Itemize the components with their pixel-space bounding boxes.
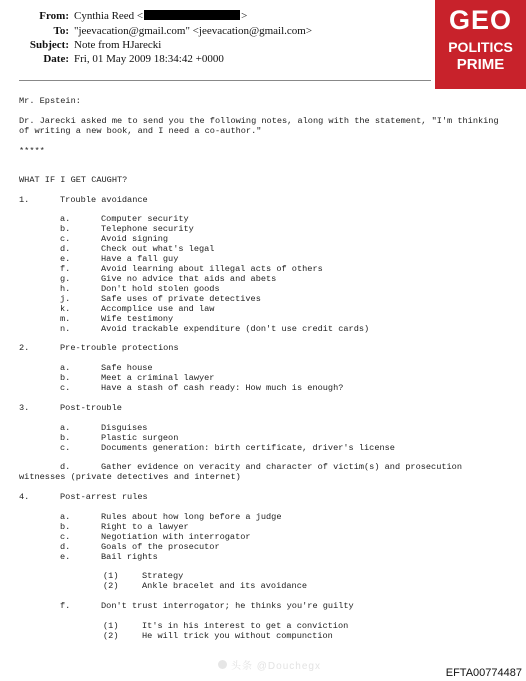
list-item-marker: a.: [60, 512, 71, 522]
sub-item-marker: (1): [103, 571, 119, 581]
list-item-marker: g.: [60, 274, 71, 284]
list-item-marker: e.: [60, 254, 71, 264]
list-item-marker: n.: [60, 324, 71, 334]
list-item-text: Have a fall guy: [101, 254, 179, 264]
list-item-marker: a.: [60, 423, 71, 433]
list-item-text: Plastic surgeon: [101, 433, 179, 443]
section-4-item-f-text: Don't trust interrogator; he thinks you're guilty: [101, 601, 354, 611]
section-3-item-d-text: Gather evidence on veracity and character of victim(s) and prosecution: [101, 462, 462, 472]
document-id: EFTA00774487: [445, 667, 522, 679]
subject-label: Subject:: [29, 39, 69, 51]
intro-line-2: of writing a new book, and I need a co-author.": [19, 126, 262, 136]
list-item-marker: b.: [60, 373, 71, 383]
section-3-title: Post-trouble: [60, 403, 122, 413]
list-item-text: Safe uses of private detectives: [101, 294, 261, 304]
list-item-marker: d.: [60, 244, 71, 254]
list-item-marker: f.: [60, 264, 71, 274]
list-item-text: Goals of the prosecutor: [101, 542, 220, 552]
intro-line-1: Dr. Jarecki asked me to send you the following notes, along with the statement, "I'm thinking: [19, 116, 499, 126]
sub-item-text: Ankle bracelet and its avoidance: [142, 581, 308, 591]
list-item-text: Rules about how long before a judge: [101, 512, 282, 522]
from-value: Cynthia Reed <: [74, 10, 144, 22]
list-item-text: Wife testimony: [101, 314, 174, 324]
geopolitics-prime-logo: [435, 0, 526, 89]
list-item-text: Right to a lawyer: [101, 522, 189, 532]
list-item-marker: b.: [60, 433, 71, 443]
list-item-text: Negotiation with interrogator: [101, 532, 251, 542]
list-item-marker: j.: [60, 294, 71, 304]
watermark-text: 头条 @Douchegx: [231, 660, 321, 672]
list-item-text: Bail rights: [101, 552, 158, 562]
list-item-text: Avoid learning about illegal acts of others: [101, 264, 323, 274]
section-2-title: Pre-trouble protections: [60, 343, 179, 353]
to-label: To:: [53, 25, 69, 37]
list-item-marker: c.: [60, 234, 71, 244]
list-item-marker: b.: [60, 522, 71, 532]
list-item-text: Computer security: [101, 214, 189, 224]
list-item-marker: h.: [60, 284, 71, 294]
salutation: Mr. Epstein:: [19, 96, 81, 106]
list-item-text: Documents generation: birth certificate, driver's license: [101, 443, 395, 453]
list-item-text: Give no advice that aids and abets: [101, 274, 277, 284]
from-close: >: [241, 10, 248, 22]
list-item-marker: a.: [60, 363, 71, 373]
subject-value: Note from HJarecki: [74, 39, 162, 51]
from-label: From:: [39, 10, 69, 22]
section-3-item-d-letter: d.: [60, 462, 71, 472]
list-item-text: Accomplice use and law: [101, 304, 215, 314]
header-divider: [19, 80, 431, 81]
sub-item-text: He will trick you without compunction: [142, 631, 333, 641]
watermark: [218, 658, 328, 670]
watermark-icon: [218, 660, 227, 669]
section-1-title: Trouble avoidance: [60, 195, 148, 205]
list-item-marker: e.: [60, 552, 71, 562]
list-item-text: Safe house: [101, 363, 153, 373]
list-item-marker: c.: [60, 383, 71, 393]
section-3-item-d-cont: witnesses (private detectives and internet): [19, 472, 241, 482]
sub-item-marker: (1): [103, 621, 119, 631]
list-item-text: Meet a criminal lawyer: [101, 373, 215, 383]
list-item-text: Don't hold stolen goods: [101, 284, 220, 294]
logo-line-3: PRIME: [456, 56, 505, 73]
list-item-marker: c.: [60, 443, 71, 453]
logo-line-2: POLITICS: [448, 39, 513, 55]
list-item-marker: d.: [60, 542, 71, 552]
section-heading: WHAT IF I GET CAUGHT?: [19, 175, 128, 185]
sub-item-marker: (2): [103, 581, 119, 591]
list-item-text: Disguises: [101, 423, 148, 433]
section-4-number: 4.: [19, 492, 30, 502]
list-item-text: Avoid signing: [101, 234, 169, 244]
list-item-text: Avoid trackable expenditure (don't use credit cards): [101, 324, 370, 334]
sub-item-marker: (2): [103, 631, 119, 641]
list-item-text: Check out what's legal: [101, 244, 215, 254]
list-item-marker: a.: [60, 214, 71, 224]
logo-line-1: GEO: [448, 5, 512, 35]
sub-item-text: It's in his interest to get a conviction: [142, 621, 349, 631]
redaction-bar: [144, 10, 240, 20]
section-4-title: Post-arrest rules: [60, 492, 148, 502]
date-label: Date:: [43, 53, 69, 65]
list-item-marker: m.: [60, 314, 71, 324]
sub-item-text: Strategy: [142, 571, 184, 581]
section-1-number: 1.: [19, 195, 30, 205]
list-item-text: Telephone security: [101, 224, 194, 234]
to-value: "jeevacation@gmail.com" <jeevacation@gmail.com>: [74, 25, 313, 37]
list-item-text: Have a stash of cash ready: How much is enough?: [101, 383, 344, 393]
section-2-number: 2.: [19, 343, 30, 353]
list-item-marker: k.: [60, 304, 71, 314]
separator-stars: *****: [19, 146, 45, 156]
section-4-item-f-letter: f.: [60, 601, 71, 611]
list-item-marker: b.: [60, 224, 71, 234]
list-item-marker: c.: [60, 532, 71, 542]
section-3-number: 3.: [19, 403, 30, 413]
date-value: Fri, 01 May 2009 18:34:42 +0000: [74, 53, 224, 65]
